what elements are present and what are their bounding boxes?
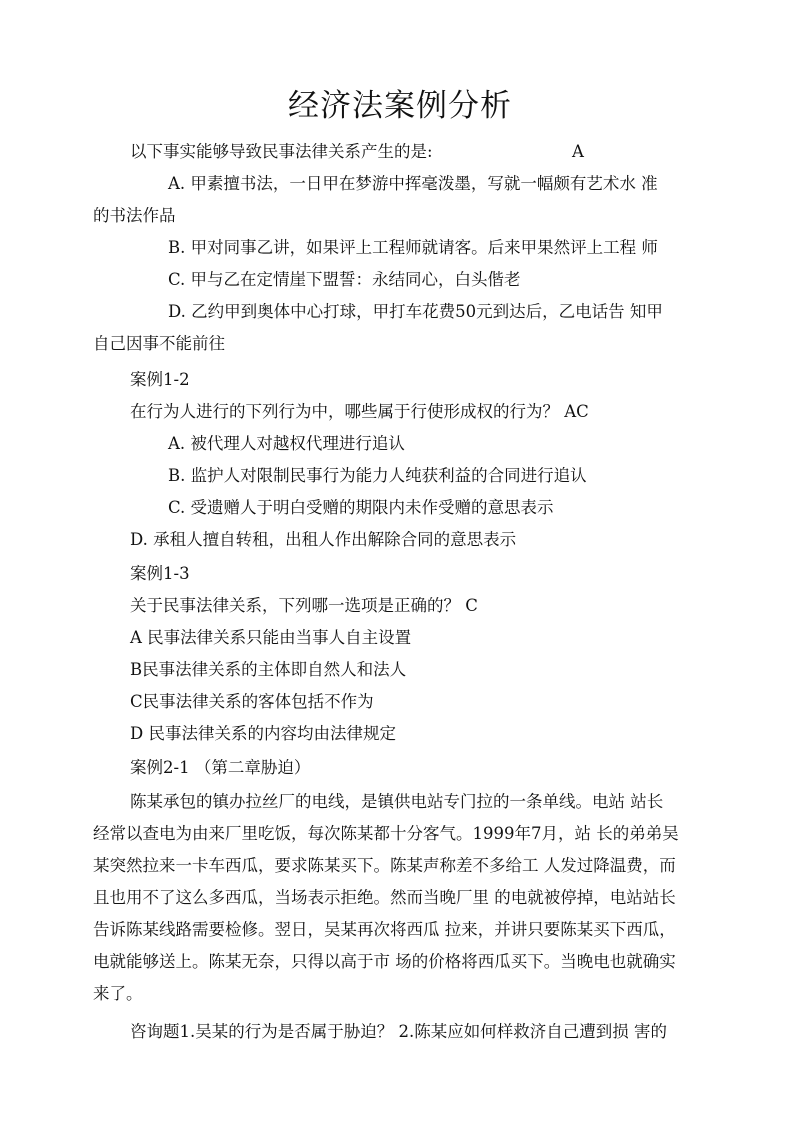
case-2-1-paragraph-line: 电就能够送上。陈某无奈，只得以高于市 场的价格将西瓜买下。当晚电也就确实 [93, 952, 676, 971]
case-1-3-option-a: A 民事法律关系只能由当事人自主设置 [130, 628, 412, 647]
q1-option-a-line2: 的书法作品 [93, 206, 176, 225]
case-1-3-option-b: B民事法律关系的主体即自然人和法人 [130, 660, 407, 679]
case-1-2-option-c: C. 受遗赠人于明白受赠的期限内未作受赠的意思表示 [168, 498, 554, 517]
case-2-1-paragraph-line: 陈某承包的镇办拉丝厂的电线，是镇供电站专门拉的一条单线。电站 站长 [130, 792, 664, 811]
case-1-3-option-d: D 民事法律关系的内容均由法律规定 [130, 724, 396, 743]
case-1-3-option-c: C民事法律关系的客体包括不作为 [130, 692, 374, 711]
case-1-3-stem: 关于民事法律关系，下列哪一选项是正确的？ C [130, 596, 478, 615]
case-1-2-heading: 案例1-2 [130, 370, 190, 389]
case-2-1-paragraph-line: 告诉陈某线路需要检修。翌日，吴某再次将西瓜 拉来，并讲只要陈某买下西瓜， [93, 920, 676, 939]
case-1-2-option-a: A. 被代理人对越权代理进行追认 [168, 434, 405, 453]
case-2-1-paragraph-line: 经常以查电为由来厂里吃饭，每次陈某都十分客气。1999年7月，站 长的弟弟吴 [93, 824, 679, 843]
q1-option-c: C. 甲与乙在定情崖下盟誓：永结同心，白头偕老 [168, 270, 521, 289]
q1-option-d-line1: D. 乙约甲到奥体中心打球，甲打车花费50元到达后，乙电话告 知甲 [168, 302, 663, 321]
case-1-2-stem: 在行为人进行的下列行为中，哪些属于行使形成权的行为？ AC [130, 402, 589, 421]
case-2-1-heading: 案例2-1 （第二章胁迫） [130, 758, 311, 777]
case-2-1-question: 咨询题1.吴某的行为是否属于胁迫？ 2.陈某应如何样救济自己遭到损 害的 [130, 1022, 667, 1041]
case-1-2-option-b: B. 监护人对限制民事行为能力人纯获利益的合同进行追认 [168, 466, 587, 485]
page-title: 经济法案例分析 [288, 88, 512, 124]
case-2-1-paragraph-line: 来了。 [93, 984, 143, 1003]
case-2-1-paragraph-line: 且也用不了这么多西瓜，当场表示拒绝。然而当晚厂里 的电就被停掉，电站站长 [93, 888, 676, 907]
q1-answer: A [572, 142, 584, 161]
case-1-2-option-d: D. 承租人擅自转租，出租人作出解除合同的意思表示 [130, 530, 517, 549]
q1-stem: 以下事实能够导致民事法律关系产生的是: [130, 142, 433, 161]
q1-option-d-line2: 自己因事不能前往 [93, 334, 225, 353]
q1-option-a-line1: A. 甲素擅书法，一日甲在梦游中挥毫泼墨，写就一幅颇有艺术水 准 [168, 174, 658, 193]
case-1-3-heading: 案例1-3 [130, 564, 190, 583]
case-2-1-paragraph-line: 某突然拉来一卡车西瓜，要求陈某买下。陈某声称差不多给工 人发过降温费，而 [93, 856, 676, 875]
q1-option-b: B. 甲对同事乙讲，如果评上工程师就请客。后来甲果然评上工程 师 [168, 238, 658, 257]
